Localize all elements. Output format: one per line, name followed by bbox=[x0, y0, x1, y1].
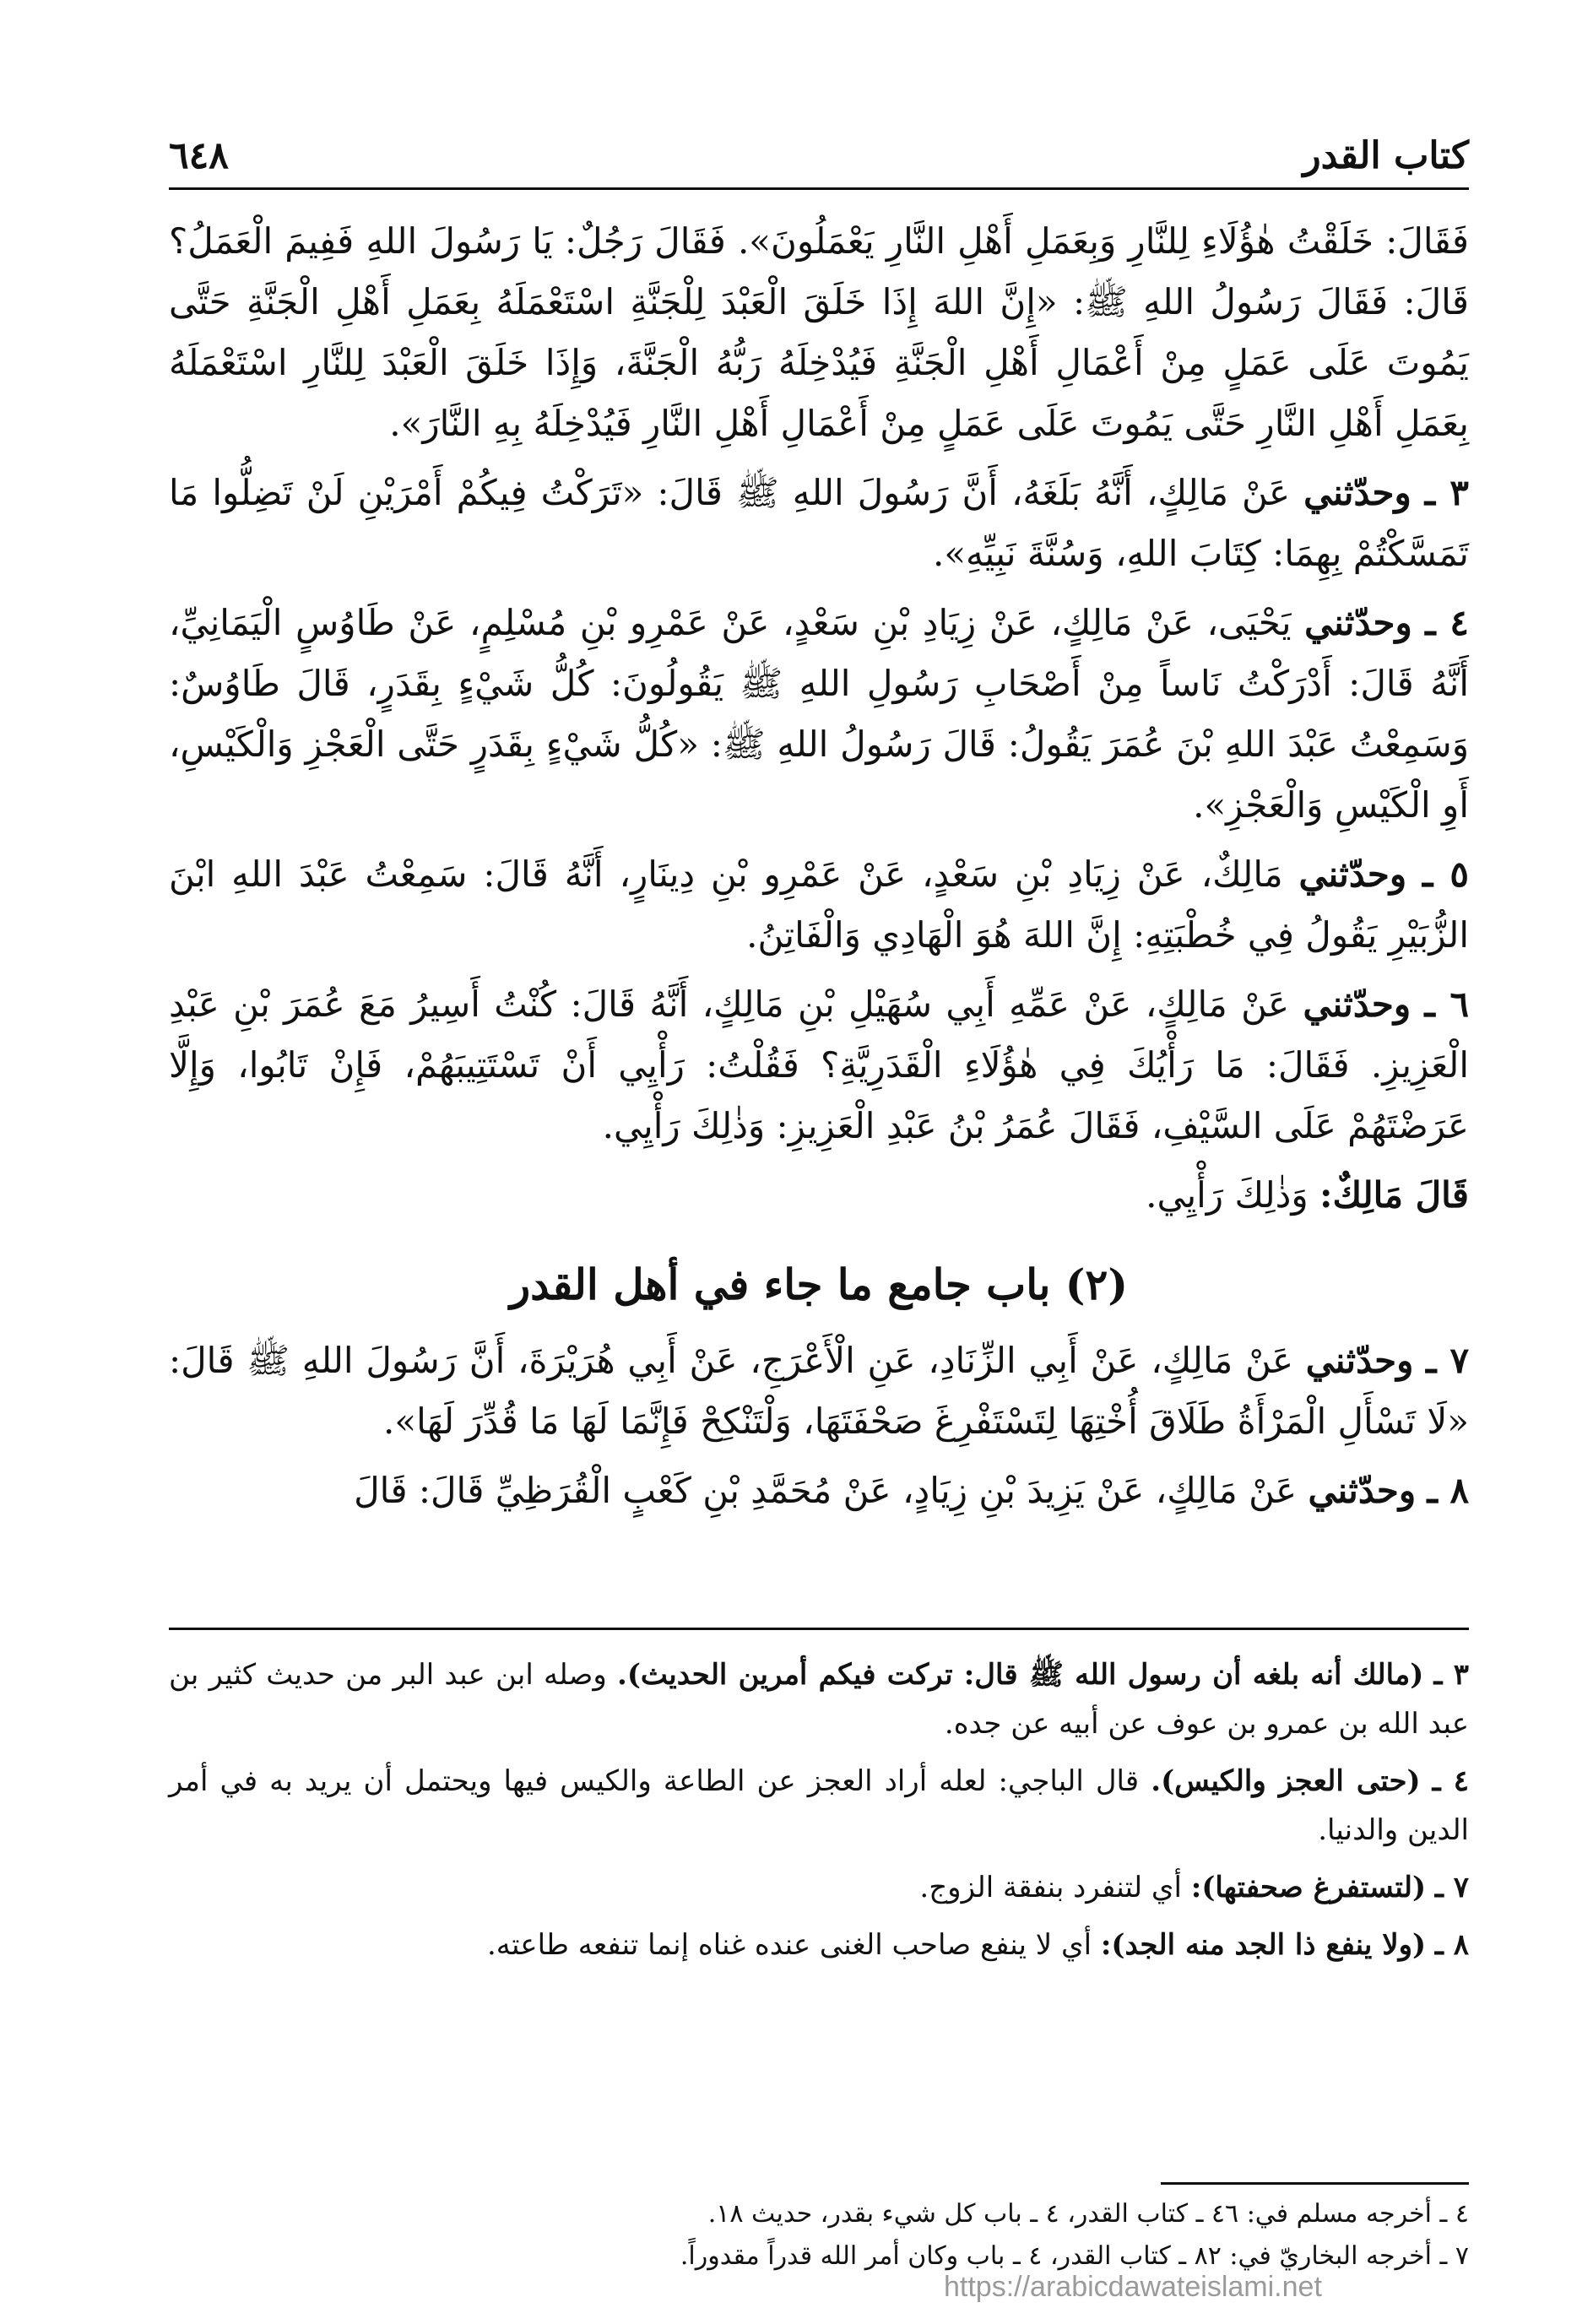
hadith-number: ٣ ـ bbox=[1424, 472, 1469, 513]
footnote-text: أي لتنفرد بنفقة الزوج. bbox=[919, 1871, 1182, 1904]
footnote-divider bbox=[169, 1628, 1469, 1630]
hadith-number: ٨ ـ bbox=[1427, 1470, 1469, 1511]
header-divider bbox=[169, 187, 1469, 190]
hadith-6 bbox=[169, 974, 1469, 1157]
footnote-number: ٣ ـ bbox=[1433, 1658, 1469, 1692]
paragraph-text: فَقَالَ: خَلَقْتُ هٰؤُلَاءِ لِلنَّارِ وَبِعَمَلِ أَهْلِ النَّارِ يَعْمَلُونَ». فَقَالَ رَجُلٌ: يَا رَسُولَ اللهِ فَفِيمَ الْعَمَلُ؟ قَالَ: فَقَالَ رَسُولُ اللهِ ﷺ: «إِنَّ اللهَ إِذَا خَلَقَ الْعَبْدَ لِلْجَنَّةِ اسْتَعْمَلَهُ بِعَمَلِ أَهْلِ الْجَنَّةِ حَتَّى يَمُوتَ عَلَى عَمَلٍ مِنْ أَعْمَالِ أَهْلِ الْجَنَّةِ فَيُدْخِلَهُ رَبُّهُ الْجَنَّةَ، وَإِذَا خَلَقَ الْعَبْدَ لِلنَّارِ اسْتَعْمَلَهُ بِعَمَلِ أَهْلِ النَّارِ حَتَّى يَمُوتَ عَلَى عَمَلٍ مِنْ أَعْمَالِ أَهْلِ النَّارِ فَيُدْخِلَهُ بِهِ النَّارَ». bbox=[169, 220, 1469, 444]
footnote-lead: (حتى العجز والكيس). bbox=[1151, 1764, 1421, 1798]
running-title: كتاب القدر bbox=[1303, 134, 1469, 177]
footnote bbox=[169, 1650, 1469, 1748]
hadith-text: يَحْيَى، عَنْ مَالِكٍ، عَنْ زِيَادِ بْنِ سَعْدٍ، عَنْ عَمْرِو بْنِ مُسْلِمٍ، عَنْ طَاوُسٍ الْيَمَانِيِّ، أَنَّهُ قَالَ: أَدْرَكْتُ نَاساً مِنْ أَصْحَابِ رَسُولِ اللهِ ﷺ يَقُولُونَ: كُلُّ شَيْءٍ بِقَدَرٍ، قَالَ طَاوُسٌ: وَسَمِعْتُ عَبْدَ اللهِ بْنَ عُمَرَ يَقُولُ: قَالَ رَسُولُ اللهِ ﷺ: «كُلُّ شَيْءٍ بِقَدَرٍ حَتَّى الْعَجْزِ وَالْكَيْسِ، أَوِ الْكَيْسِ وَالْعَجْزِ». bbox=[169, 602, 1469, 826]
hadith-lead: وحدّثني bbox=[1308, 1470, 1417, 1511]
chapter-heading: (٢) باب جامع ما جاء في أهل القدر bbox=[510, 1260, 1128, 1309]
malik-statement bbox=[169, 1165, 1469, 1226]
footnote-text: وصله ابن عبد البر من حديث كثير بن عبد الله بن عمرو بن عوف عن أبيه عن جده. bbox=[169, 1658, 1469, 1741]
hadith-lead: وحدّثني bbox=[1304, 602, 1412, 643]
footnote bbox=[169, 1757, 1469, 1855]
paragraph bbox=[169, 211, 1469, 454]
reference-item: ٤ ـ أخرجه مسلم في: ٤٦ ـ كتاب القدر، ٤ ـ باب كل شيء بقدر، حديث ١٨. bbox=[707, 2199, 1469, 2229]
hadith-number: ٦ ـ bbox=[1424, 983, 1470, 1025]
hadith-4 bbox=[169, 593, 1469, 836]
hadith-8 bbox=[169, 1460, 1469, 1521]
footnote bbox=[169, 1920, 1469, 1969]
hadith-text: عَنْ مَالِكٍ، عَنْ أَبِي الزِّنَادِ، عَنِ الْأَعْرَجِ، عَنْ أَبِي هُرَيْرَةَ، أَنَّ رَسُولَ اللهِ ﷺ قَالَ: «لَا تَسْأَلِ الْمَرْأَةُ طَلَاقَ أُخْتِهَا لِتَسْتَفْرِغَ صَحْفَتَهَا، وَلْتَنْكِحْ فَإِنَّمَا لَهَا مَا قُدِّرَ لَهَا». bbox=[169, 1340, 1469, 1442]
footnote-lead: (ولا ينفع ذا الجد منه الجد): bbox=[1100, 1928, 1427, 1962]
statement-lead: قَالَ مَالِكٌ: bbox=[1319, 1174, 1469, 1216]
hadith-lead: وحدّثني bbox=[1303, 983, 1411, 1025]
hadith-lead: وحدّثني bbox=[1305, 1340, 1414, 1381]
footnote-lead: (مالك أنه بلغه أن رسول الله ﷺ قال: تركت فيكم أمرين الحديث). bbox=[617, 1658, 1424, 1692]
hadith-lead: وحدّثني bbox=[1303, 472, 1411, 513]
hadith-lead: وحدّثني bbox=[1298, 853, 1407, 895]
footnote-number: ٤ ـ bbox=[1432, 1764, 1469, 1798]
footnote bbox=[169, 1863, 1469, 1912]
footnote-text: أي لا ينفع صاحب الغنى عنده غناه إنما تنفعه طاعته. bbox=[486, 1928, 1092, 1962]
references bbox=[169, 2193, 1469, 2278]
hadith-text: عَنْ مَالِكٍ، عَنْ عَمِّهِ أَبِي سُهَيْلِ بْنِ مَالِكٍ، أَنَّهُ قَالَ: كُنْتُ أَسِيرُ مَعَ عُمَرَ بْنِ عَبْدِ الْعَزِيزِ. فَقَالَ: مَا رَأْيُكَ فِي هٰؤُلَاءِ الْقَدَرِيَّةِ؟ فَقُلْتُ: رَأْيِي أَنْ تَسْتَتِيبَهُمْ، فَإِنْ تَابُوا، وَإِلَّا عَرَضْتَهُمْ عَلَى السَّيْفِ، فَقَالَ عُمَرُ بْنُ عَبْدِ الْعَزِيزِ: وَذٰلِكَ رَأْيِي. bbox=[169, 983, 1469, 1146]
footnote-lead: (لتستفرغ صحفتها): bbox=[1190, 1871, 1427, 1904]
reference-item: ٧ ـ أخرجه البخاريّ في: ٨٢ ـ كتاب القدر، ٤ ـ باب وكان أمر الله قدراً مقدوراً. bbox=[680, 2241, 1469, 2271]
statement-text: وَذٰلِكَ رَأْيِي. bbox=[1146, 1174, 1309, 1216]
hadith-number: ٥ ـ bbox=[1422, 853, 1469, 895]
page-header bbox=[169, 110, 1469, 177]
page-number: ٦٤٨ bbox=[169, 134, 229, 177]
watermark-url[interactable]: https://arabicdawateislami.net bbox=[944, 2271, 1322, 2303]
hadith-text: عَنْ مَالِكٍ، عَنْ يَزِيدَ بْنِ زِيَادٍ، عَنْ مُحَمَّدِ بْنِ كَعْبٍ الْقُرَظِيِّ قَالَ: قَالَ bbox=[354, 1470, 1298, 1511]
hadith-number: ٧ ـ bbox=[1426, 1340, 1470, 1381]
hadith-5 bbox=[169, 844, 1469, 966]
hadith-3 bbox=[169, 463, 1469, 584]
hadith-text: عَنْ مَالِكٍ، أَنَّهُ بَلَغَهُ، أَنَّ رَسُولَ اللهِ ﷺ قَالَ: «تَرَكْتُ فِيكُمْ أَمْرَيْنِ لَنْ تَضِلُّوا مَا تَمَسَّكْتُمْ بِهِمَا: كِتَابَ اللهِ، وَسُنَّةَ نَبِيِّهِ». bbox=[169, 472, 1469, 574]
reference-divider bbox=[1161, 2182, 1469, 2185]
hadith-7 bbox=[169, 1330, 1469, 1452]
hadith-text: مَالِكٌ، عَنْ زِيَادِ بْنِ سَعْدٍ، عَنْ عَمْرِو بْنِ دِينَارٍ، أَنَّهُ قَالَ: سَمِعْتُ عَبْدَ اللهِ ابْنَ الزُّبَيْرِ يَقُولُ فِي خُطْبَتِهِ: إِنَّ اللهَ هُوَ الْهَادِي وَالْفَاتِنُ. bbox=[169, 853, 1469, 956]
footnote-number: ٨ ـ bbox=[1434, 1928, 1469, 1962]
footnote-number: ٧ ـ bbox=[1434, 1871, 1469, 1904]
hadith-number: ٤ ـ bbox=[1425, 602, 1469, 643]
main-text bbox=[169, 211, 1469, 1530]
footnote-text: قال الباجي: لعله أراد العجز عن الطاعة والكيس فيها ويحتمل أن يريد به في أمر الدين والدنيا. bbox=[169, 1764, 1469, 1847]
footnotes bbox=[169, 1650, 1469, 1978]
